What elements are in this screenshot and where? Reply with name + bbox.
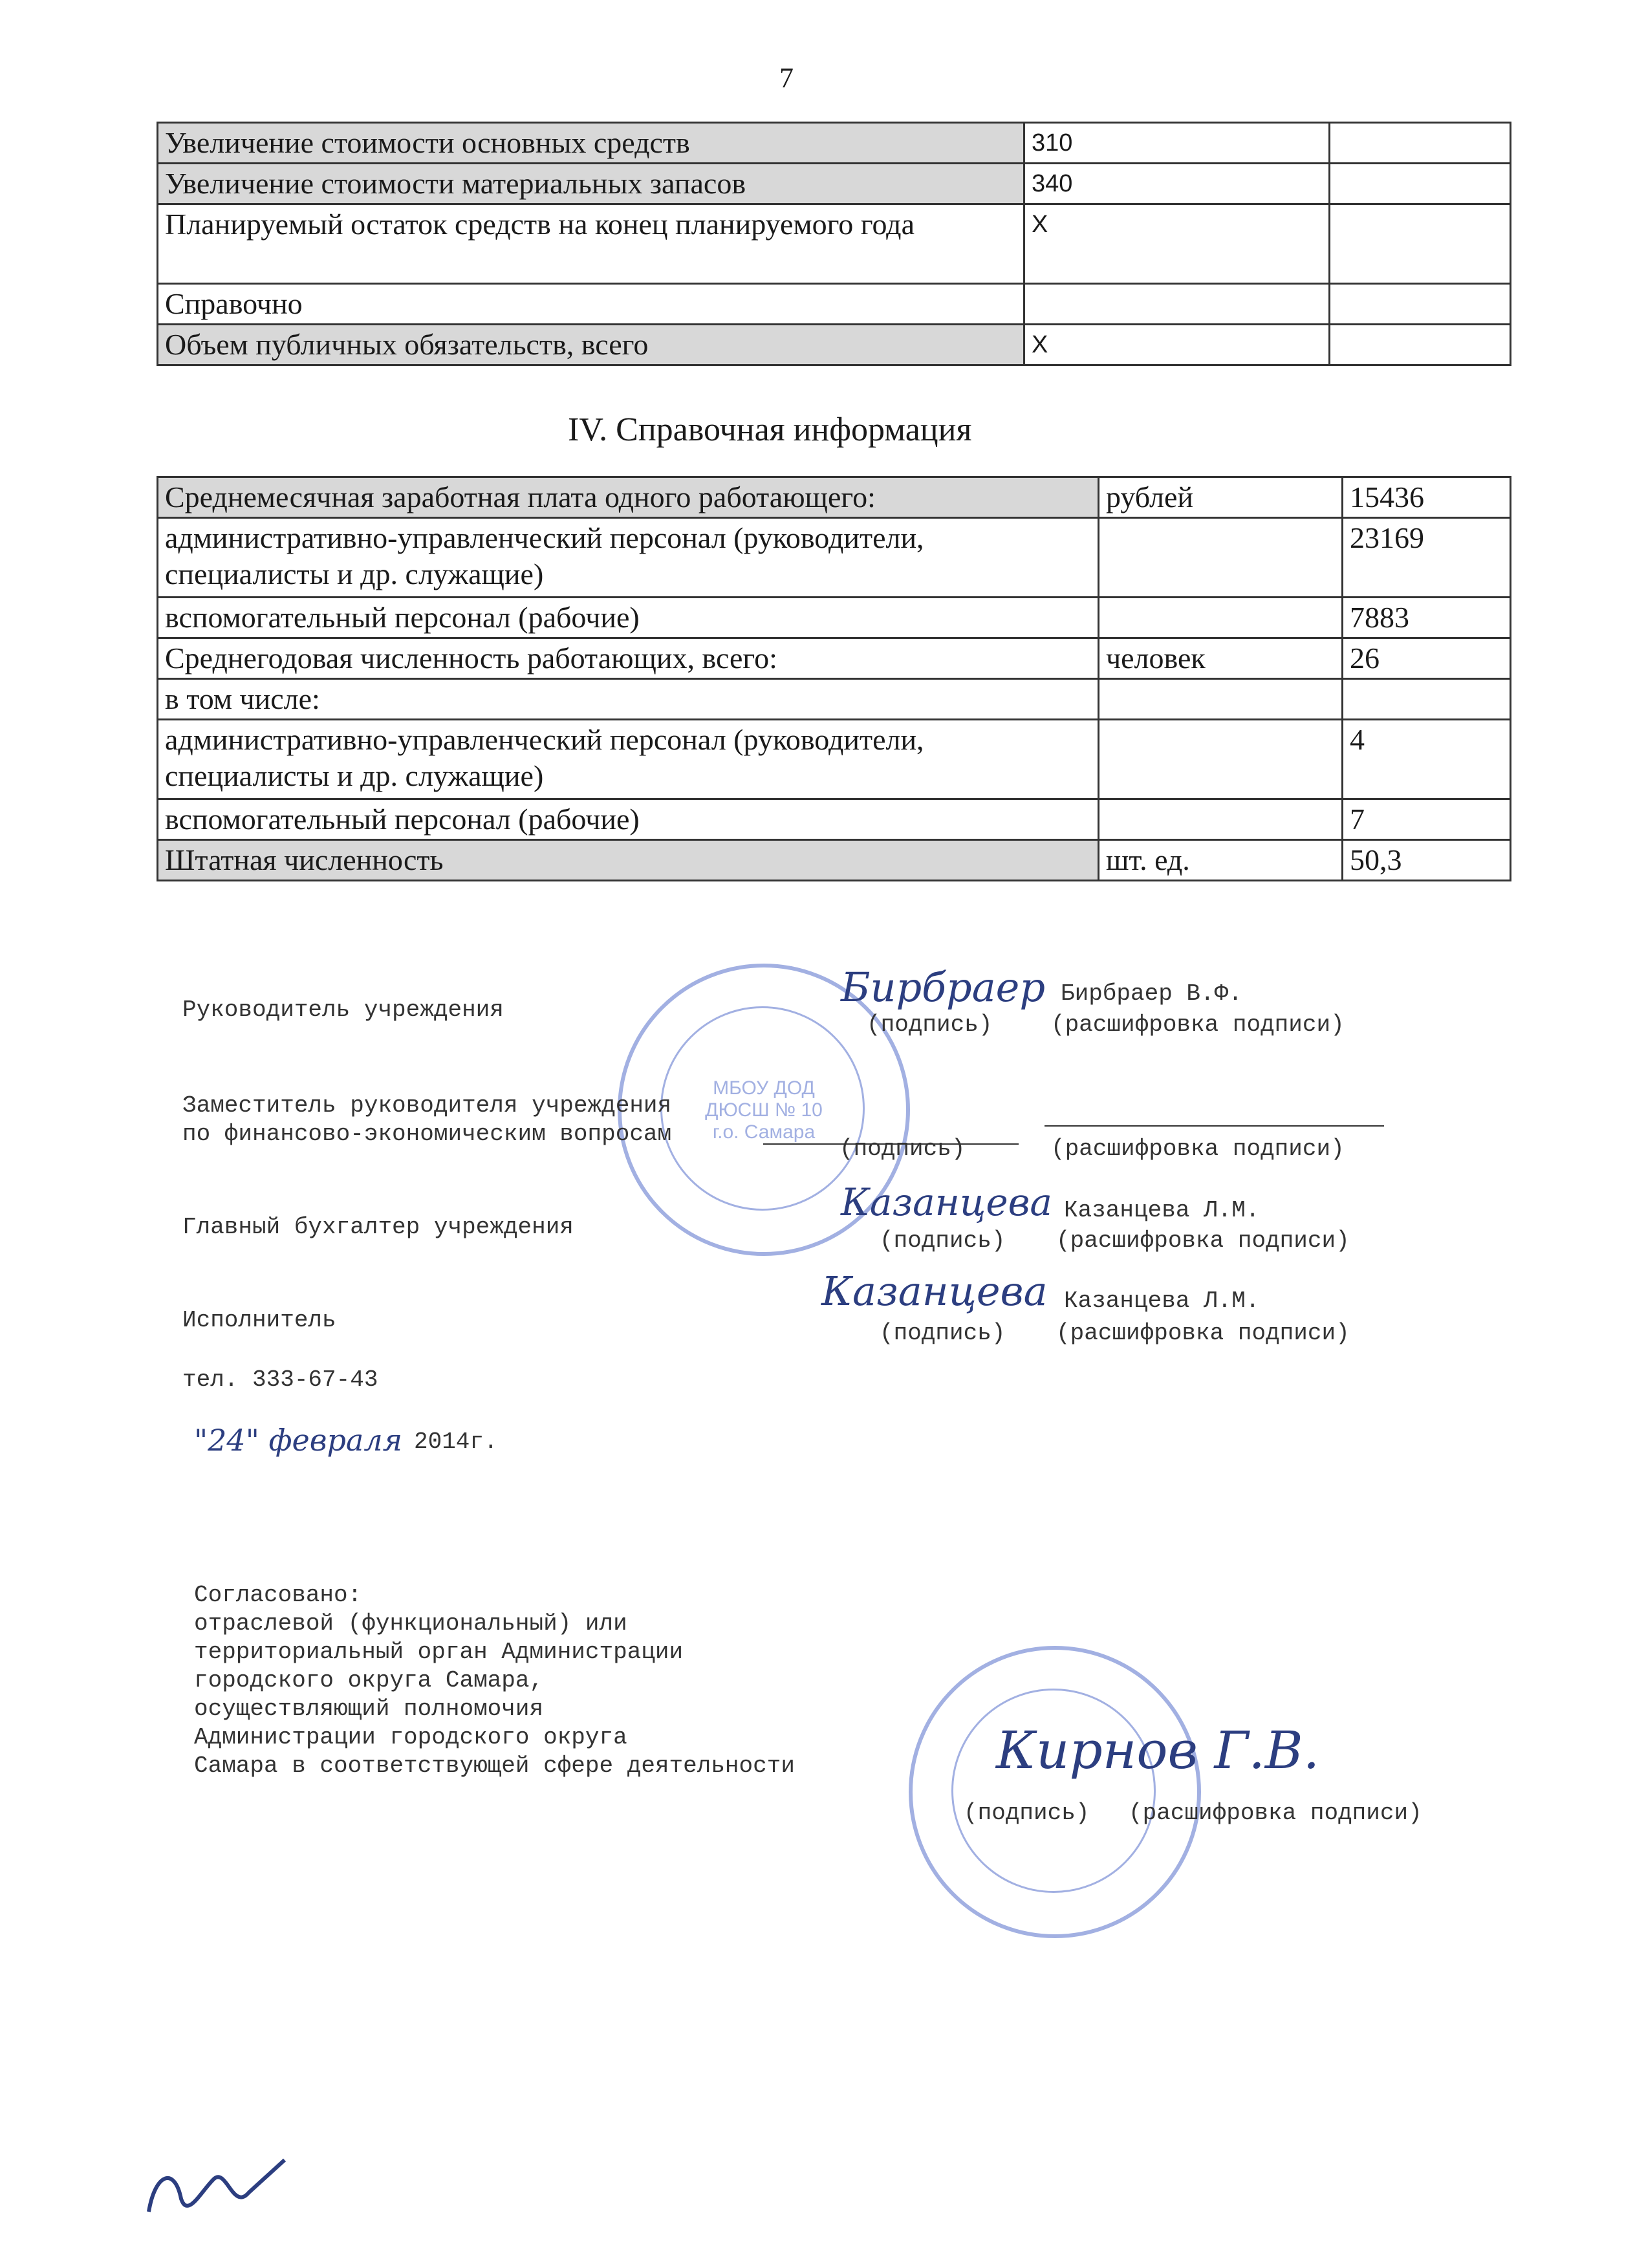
info-cell-label: Среднемесячная заработная плата одного работающего: bbox=[158, 477, 1099, 518]
info-cell-label: административно-управленческий персонал (руководители, специалисты и др. служащие) bbox=[158, 720, 1099, 799]
budget-cell-value bbox=[1330, 325, 1511, 365]
corner-initials bbox=[136, 2154, 291, 2245]
deputy-decode-label: (расшифровка подписи) bbox=[1051, 1136, 1345, 1162]
info-cell-value: 23169 bbox=[1343, 518, 1511, 598]
info-cell-unit bbox=[1099, 598, 1343, 638]
approval-line: Администрации городского округа bbox=[194, 1724, 627, 1751]
initials-mark bbox=[136, 2154, 291, 2231]
info-table bbox=[157, 476, 1511, 881]
page-number: 7 bbox=[779, 62, 794, 94]
budget-cell-label: Увеличение стоимости материальных запасов bbox=[158, 164, 1024, 204]
date-year: 2014г. bbox=[414, 1429, 498, 1455]
approval-sign-label: (подпись) bbox=[964, 1800, 1090, 1826]
approval-line: отраслевой (функциональный) или bbox=[194, 1610, 627, 1637]
info-cell-unit: шт. ед. bbox=[1099, 840, 1343, 881]
approval-line: Согласовано: bbox=[194, 1582, 362, 1608]
approval-signature: Кирнов Г.В. bbox=[996, 1720, 1320, 1780]
budget-row bbox=[158, 164, 1511, 204]
executor-role: Исполнитель bbox=[182, 1307, 336, 1334]
deputy-decode-line bbox=[1045, 1125, 1384, 1127]
executor-signature: Казанцева bbox=[821, 1268, 1048, 1315]
info-row bbox=[158, 477, 1511, 518]
head-name: Бирбраер В.Ф. bbox=[1061, 980, 1242, 1007]
info-cell-value: 7 bbox=[1343, 799, 1511, 840]
budget-cell-code: Х bbox=[1024, 204, 1330, 284]
info-cell-unit bbox=[1099, 720, 1343, 799]
budget-row bbox=[158, 123, 1511, 164]
accountant-sign-label: (подпись) bbox=[880, 1227, 1006, 1254]
budget-cell-code: 310 bbox=[1024, 123, 1330, 164]
head-sign-label: (подпись) bbox=[867, 1011, 993, 1038]
approval-decode-label: (расшифровка подписи) bbox=[1129, 1800, 1422, 1826]
info-row bbox=[158, 598, 1511, 638]
accountant-decode-label: (расшифровка подписи) bbox=[1056, 1227, 1350, 1254]
stamp-line-3: г.о. Самара bbox=[712, 1121, 816, 1143]
info-cell-value: 50,3 bbox=[1343, 840, 1511, 881]
budget-cell-value bbox=[1330, 123, 1511, 164]
approval-line: территориальный орган Администрации bbox=[194, 1639, 684, 1665]
approval-block bbox=[194, 1581, 795, 1780]
budget-cell-value bbox=[1330, 284, 1511, 325]
executor-decode-label: (расшифровка подписи) bbox=[1056, 1320, 1350, 1346]
info-row bbox=[158, 720, 1511, 799]
info-cell-unit bbox=[1099, 518, 1343, 598]
stamp-line-1: МБОУ ДОД bbox=[713, 1077, 815, 1099]
budget-cell-value bbox=[1330, 164, 1511, 204]
executor-sign-label: (подпись) bbox=[880, 1320, 1006, 1346]
info-cell-label: вспомогательный персонал (рабочие) bbox=[158, 799, 1099, 840]
info-cell-label: вспомогательный персонал (рабочие) bbox=[158, 598, 1099, 638]
executor-name: Казанцева Л.М. bbox=[1064, 1288, 1260, 1314]
info-row bbox=[158, 799, 1511, 840]
accountant-role: Главный бухгалтер учреждения bbox=[182, 1214, 574, 1240]
info-cell-unit: рублей bbox=[1099, 477, 1343, 518]
budget-cell-code: Х bbox=[1024, 325, 1330, 365]
budget-cell-label: Объем публичных обязательств, всего bbox=[158, 325, 1024, 365]
stamp-line-2: ДЮСШ № 10 bbox=[705, 1099, 823, 1121]
department-stamp bbox=[909, 1646, 1201, 1938]
head-signature: Бирбраер bbox=[841, 964, 1046, 1011]
budget-cell-label: Увеличение стоимости основных средств bbox=[158, 123, 1024, 164]
budget-cell-label: Справочно bbox=[158, 284, 1024, 325]
info-cell-label: административно-управленческий персонал (руководители, специалисты и др. служащие) bbox=[158, 518, 1099, 598]
info-cell-value: 7883 bbox=[1343, 598, 1511, 638]
approval-line: осуществляющий полномочия bbox=[194, 1696, 544, 1722]
info-cell-label: Штатная численность bbox=[158, 840, 1099, 881]
phone: тел. 333-67-43 bbox=[182, 1366, 378, 1393]
accountant-signature: Казанцева bbox=[841, 1180, 1053, 1224]
info-cell-unit: человек bbox=[1099, 638, 1343, 679]
info-row bbox=[158, 679, 1511, 720]
info-cell-value: 15436 bbox=[1343, 477, 1511, 518]
budget-cell-label: Планируемый остаток средств на конец планируемого года bbox=[158, 204, 1024, 284]
approval-line: городского округа Самара, bbox=[194, 1667, 544, 1694]
info-row bbox=[158, 518, 1511, 598]
info-cell-unit bbox=[1099, 799, 1343, 840]
accountant-name: Казанцева Л.М. bbox=[1064, 1197, 1260, 1224]
budget-row bbox=[158, 204, 1511, 284]
info-row bbox=[158, 638, 1511, 679]
info-cell-unit bbox=[1099, 679, 1343, 720]
budget-cell-code bbox=[1024, 284, 1330, 325]
deputy-role-line-1: Заместитель руководителя учреждения bbox=[182, 1092, 672, 1119]
info-cell-label: в том числе: bbox=[158, 679, 1099, 720]
info-cell-value bbox=[1343, 679, 1511, 720]
date-handwritten: "24" февраля bbox=[194, 1423, 403, 1458]
approval-line: Самара в соответствующей сфере деятельности bbox=[194, 1753, 795, 1779]
info-row bbox=[158, 840, 1511, 881]
deputy-role-line-2: по финансово-экономическим вопросам bbox=[182, 1121, 672, 1147]
info-cell-value: 4 bbox=[1343, 720, 1511, 799]
budget-cell-code: 340 bbox=[1024, 164, 1330, 204]
budget-row bbox=[158, 284, 1511, 325]
budget-row bbox=[158, 325, 1511, 365]
info-cell-value: 26 bbox=[1343, 638, 1511, 679]
section-title: IV. Справочная информация bbox=[568, 411, 972, 448]
info-cell-label: Среднегодовая численность работающих, всего: bbox=[158, 638, 1099, 679]
head-role: Руководитель учреждения bbox=[182, 997, 504, 1023]
budget-table bbox=[157, 122, 1511, 366]
head-decode-label: (расшифровка подписи) bbox=[1051, 1011, 1345, 1038]
budget-cell-value bbox=[1330, 204, 1511, 284]
deputy-sign-label: (подпись) bbox=[839, 1136, 966, 1162]
